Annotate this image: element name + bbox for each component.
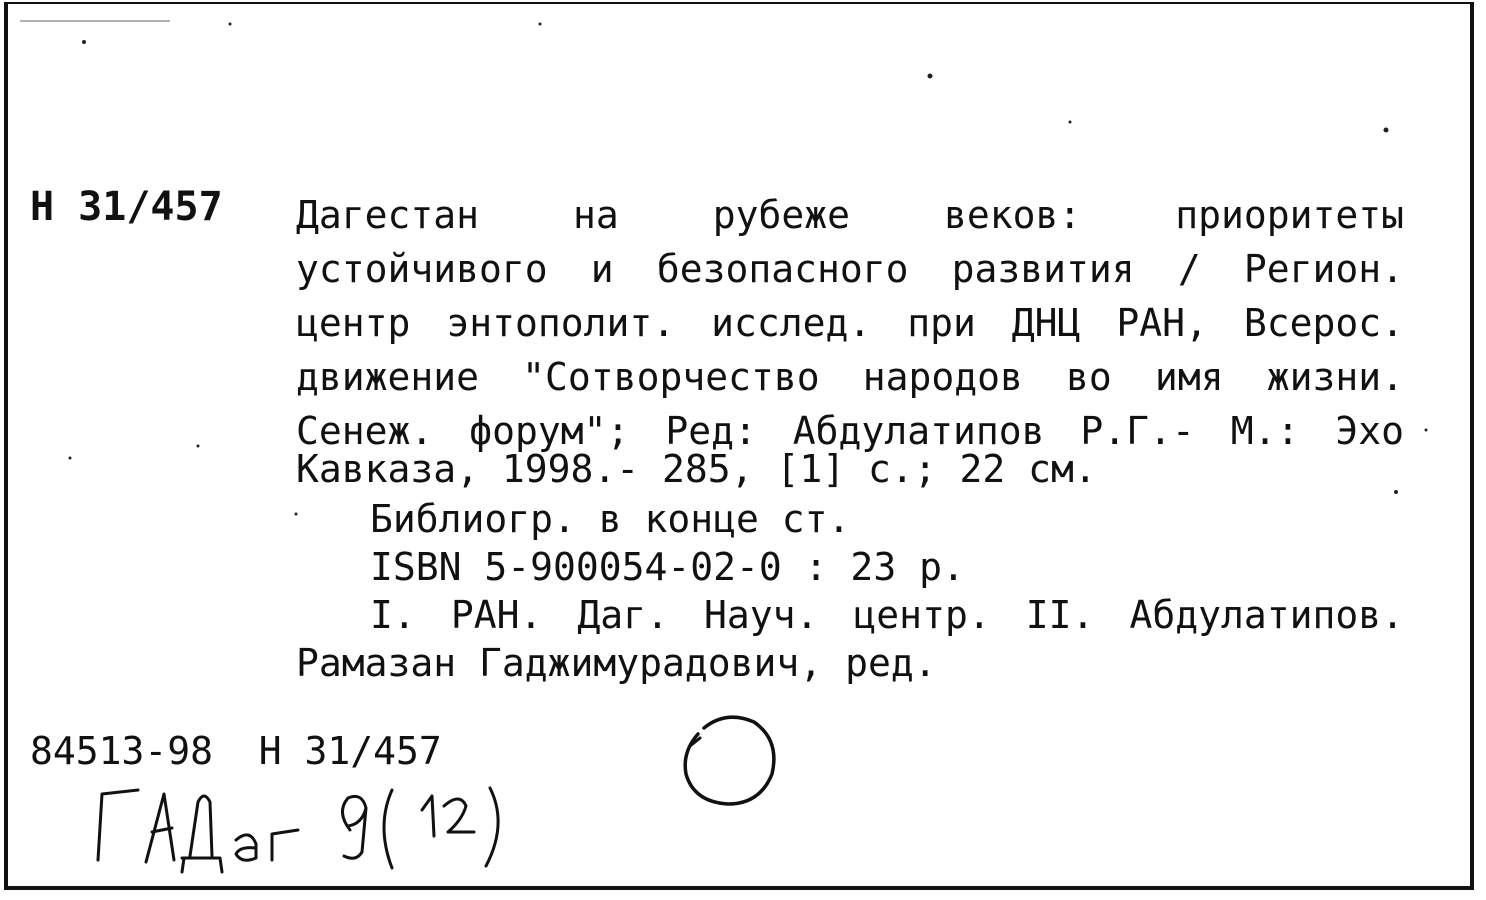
entry-line-2: устойчивого и безопасного развития / Регион.: [296, 247, 1404, 291]
entry-line-1: Дагестан на рубеже веков: приоритеты: [296, 193, 1404, 237]
entry-line-3: центр энтополит. исслед. при ДНЦ РАН, Всерос.: [296, 301, 1404, 345]
circle-mark: [676, 708, 786, 812]
bibliography-note: Библиогр. в конце ст.: [370, 497, 851, 541]
handwritten-note: [86, 772, 526, 882]
entry-line-5: Сенеж. форум"; Ред: Абдулатипов Р.Г.- М.: Эхо: [296, 409, 1404, 453]
isbn-line: ISBN 5-900054-02-0 : 23 р.: [370, 545, 965, 589]
accession-number: 84513-98 Н 31/457: [30, 729, 442, 773]
tracing-line-1: I. РАН. Даг. Науч. центр. II. Абдулатипов.: [370, 593, 1404, 637]
entry-line-4: движение "Сотворчество народов во имя жизни.: [296, 355, 1404, 399]
entry-line-6: Кавказа, 1998.- 285, [1] с.; 22 см.: [296, 447, 1097, 491]
shelf-mark: Н 31/457: [30, 184, 223, 230]
tracing-line-2: Рамазан Гаджимурадович, ред.: [296, 641, 937, 685]
